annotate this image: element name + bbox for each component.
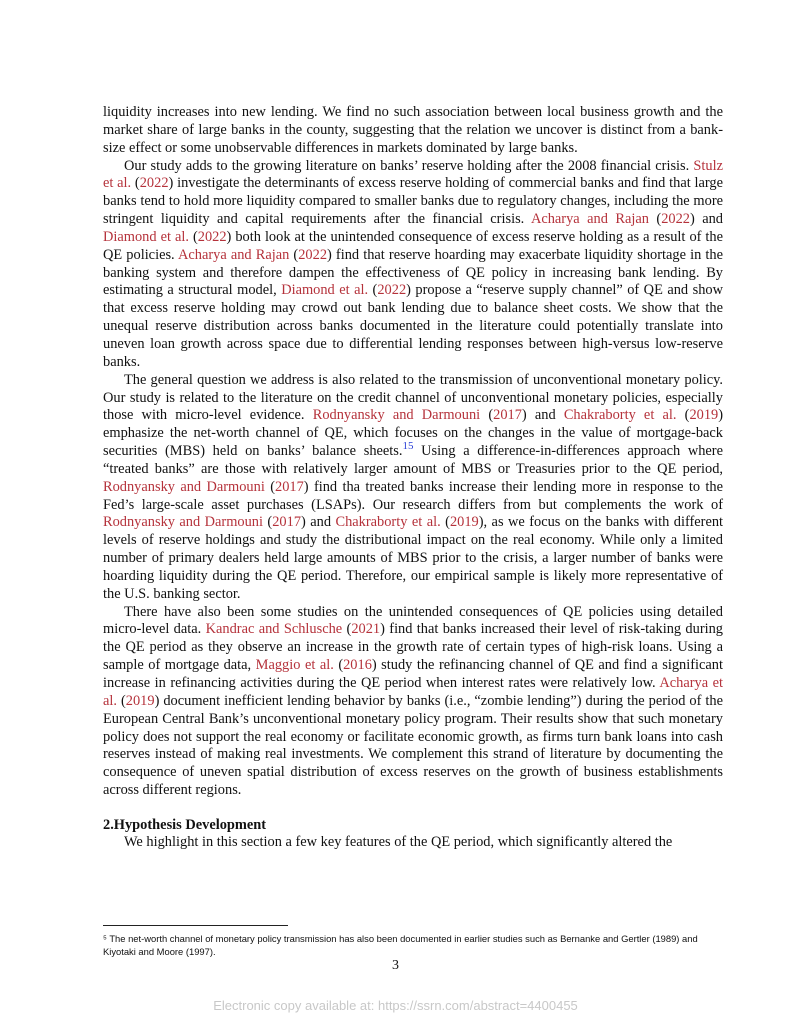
citation-link[interactable]: Rodnyansky and Darmouni: [103, 514, 263, 531]
citation-link[interactable]: 2022: [197, 228, 227, 245]
citation-link[interactable]: 2019: [689, 407, 719, 424]
citation-link[interactable]: Diamond et al.: [103, 228, 189, 245]
citation-link[interactable]: Maggio et al.: [255, 657, 334, 674]
paragraph-monetary-transmission: The general question we address is also related to the transmission of unconventional monetary policy. Our study is related to the literature on the credit channel of unconventional monetary policies, especially those with micro-level evidence. Rodnyansky and Darmouni (2017) and Chakraborty et al. (2019) emphasize the net-worth channel of QE, which focuses on the changes in the value of mortgage-back securities (MBS) held on banks’ balance sheets.$^{15}$ Using a difference-in-differences approach where “treated banks” are those with relatively larger amount of MBS or Treasuries prior to the QE period, Rodnyansky and Darmouni (2017) find tha treated banks increase their lending more in response to the Fed’s large-scale asset purchases (LSAPs). Our research differs from but complements the work of Rodnyansky and Darmouni (2017) and Chakraborty et al. (2019), as we focus on the banks with different levels of reserve holdings and study the distributional impact on the real economy. While only a limited number of primary dealers held large amounts of MBS prior to the crisis, a larger number of banks were hoarding liquidity during the QE period. Therefore, our empirical sample is likely more representative of the U.S. banking sector.: [103, 371, 724, 602]
citation-link[interactable]: 2021: [351, 621, 381, 638]
citation-link[interactable]: Diamond et al.: [281, 282, 369, 299]
citation-link[interactable]: 2019: [449, 514, 479, 531]
citation-link[interactable]: Acharya and Rajan: [530, 211, 649, 228]
paragraph-intro-continuation: liquidity increases into new lending. We find no such association between local business growth and the market share of large banks in the county, suggesting that the relation we uncover is distinct from a bank-size effect or some unobservable differences in markets dominated by large banks.: [103, 104, 723, 156]
footnote-marker[interactable]: 15: [402, 440, 414, 453]
citation-link[interactable]: Rodnyansky and Darmouni: [103, 478, 265, 495]
citation-link[interactable]: 2017: [272, 514, 302, 531]
citation-link[interactable]: 2019: [125, 692, 155, 709]
paragraph-reserve-literature: Our study adds to the growing literature on banks’ reserve holding after the 2008 financial crisis. Stulz et al. (2022) investigate the determinants of excess reserve holding of commercial banks and find that large banks tend to hold more liquidity compared to smaller banks due to regulatory changes, including the more stringent liquidity and capital requirements after the financial crisis. Acharya and Rajan (2022) and Diamond et al. (2022) both look at the unintended consequence of excess reserve holding as a result of the QE policies. Acharya and Rajan (2022) find that reserve hoarding may exacerbate liquidity shortage in the banking system and therefore dampen the effectiveness of QE policy in increasing bank lending. By estimating a structural model, Diamond et al. (2022) propose a “reserve supply channel” of QE and show that excess reserve holding may crowd out bank lending due to balance sheet costs. We show that the unequal reserve distribution across banks documented in the literature could potentially translate into uneven loan growth across space due to differential lending responses between high-versus low-reserve banks.: [103, 157, 724, 370]
footnote: ⁵ The net-worth channel of monetary policy transmission has also been documented in earlier studies such as Bernanke and Gertler (1989) and Kiyotaki and Moore (1997).: [103, 933, 698, 957]
citation-link[interactable]: 2022: [377, 282, 407, 299]
citation-link[interactable]: Kandrac and Schlusche: [205, 621, 343, 638]
citation-link[interactable]: Rodnyansky and Darmouni: [312, 407, 481, 424]
citation-link[interactable]: 2017: [493, 407, 522, 424]
section-intro-paragraph: We highlight in this section a few key features of the QE period, which significantly altered the: [124, 833, 673, 850]
ssrn-watermark: Electronic copy available at: https://ssrn.com/abstract=4400455: [213, 998, 578, 1013]
citation-link[interactable]: 2016: [343, 657, 372, 674]
citation-link[interactable]: 2022: [298, 246, 328, 263]
section-heading: 2.Hypothesis Development: [103, 816, 267, 833]
paper-body: [103, 104, 723, 852]
paragraph-unintended-consequences: There have also been some studies on the unintended consequences of QE policies using detailed micro-level data. Kandrac and Schlusche (2021) find that banks increased their level of risk-taking during the QE period as they observe an increase in the growth rate of certain types of high-risk loans. Using a sample of mortgage data, Maggio et al. (2016) study the refinancing channel of QE and find a significant increase in refinancing activities during the QE period when interest rates were relatively low. Acharya et al. (2019) document inefficient lending behavior by banks (i.e., “zombie lending”) during the period of the European Central Bank’s unconventional monetary policy program. Their results show that such monetary policy does not support the real economy or facilitate economic growth, as firms turn bank loans into cash reserves instead of making real investments. We complement this strand of literature by documenting the consequence of uneven spatial distribution of excess reserves on the growth of business establishments across different regions.: [103, 603, 724, 799]
citation-link[interactable]: 2022: [139, 175, 169, 192]
citation-link[interactable]: Acharya and Rajan: [177, 246, 290, 263]
citation-link[interactable]: Acharya et al.: [103, 675, 723, 709]
citation-link[interactable]: 2017: [275, 478, 304, 495]
citation-link[interactable]: Chakraborty et al.: [335, 514, 441, 531]
citation-link[interactable]: Stulz et al.: [103, 157, 723, 192]
footnote-divider: [103, 925, 288, 926]
citation-link[interactable]: Chakraborty et al.: [563, 407, 677, 424]
page-number: 3: [392, 958, 399, 973]
citation-link[interactable]: 2022: [661, 211, 690, 228]
